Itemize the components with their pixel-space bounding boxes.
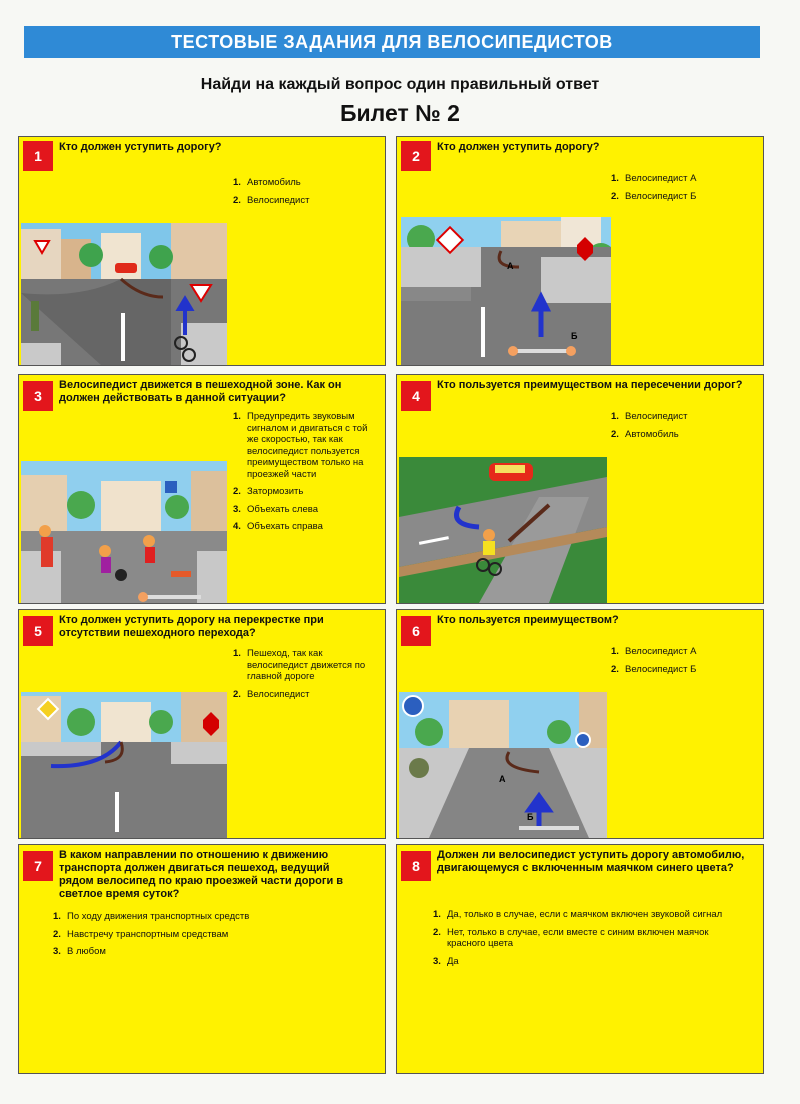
- answer-list: [233, 648, 381, 706]
- answer-list: [611, 173, 759, 208]
- label-a: А: [507, 261, 514, 271]
- question-card-7: [18, 844, 386, 1074]
- answer-option[interactable]: 1. Предупредить звуковым сигналом и двигаться с той же скоростью, так как велосипедист пользуется преимуществом только на проезжей части: [233, 411, 368, 480]
- answer-option[interactable]: 3. Объехать слева: [233, 503, 318, 515]
- question-card-4: [396, 374, 764, 604]
- label-b: Б: [571, 331, 578, 341]
- question-text: В каком направлении по отношению к движению транспорта должен двигаться пешеход, ведущий рядом велосипед по краю проезжей части дороги в светлое время суток?: [59, 849, 344, 900]
- question-text: Кто пользуется преимуществом?: [437, 614, 619, 626]
- question-text: Кто должен уступить дорогу на перекрестке при отсутствии пешеходного перехода?: [59, 614, 324, 639]
- answer-list: [611, 646, 759, 681]
- question-card-8: [396, 844, 764, 1074]
- illustration-bike-lane: [399, 692, 607, 838]
- question-text: Кто пользуется преимуществом на пересечении дорог?: [437, 379, 743, 391]
- question-number: 2: [401, 141, 431, 171]
- answer-option[interactable]: 1. Велосипедист А: [611, 646, 697, 657]
- question-number: 8: [401, 851, 431, 881]
- question-text: Кто должен уступить дорогу?: [59, 141, 222, 153]
- illustration-intersection: [21, 223, 227, 365]
- answer-option[interactable]: 1. Велосипедист: [611, 411, 688, 422]
- label-a: А: [499, 774, 506, 784]
- question-number: 1: [23, 141, 53, 171]
- illustration-stop-intersection: [401, 217, 611, 365]
- question-number: 3: [23, 381, 53, 411]
- question-card-2: [396, 136, 764, 366]
- answer-list: [233, 177, 381, 212]
- illustration-main-road: [21, 692, 227, 838]
- answer-list: [53, 911, 373, 964]
- instruction: Найди на каждый вопрос один правильный ответ: [200, 76, 600, 93]
- answer-list: [433, 909, 733, 973]
- answer-list: [611, 411, 759, 446]
- answer-option[interactable]: 2. Велосипедист: [233, 688, 310, 700]
- answer-option[interactable]: 2. Велосипедист: [233, 194, 310, 206]
- answer-option[interactable]: 1. Да, только в случае, если с маячком включен звуковой сигнал: [433, 909, 723, 920]
- answer-option[interactable]: 2. Велосипедист Б: [611, 663, 697, 675]
- question-number: 4: [401, 381, 431, 411]
- question-number: 6: [401, 616, 431, 646]
- question-card-1: [18, 136, 386, 366]
- answer-option[interactable]: 2. Велосипедист Б: [611, 190, 697, 202]
- answer-option[interactable]: 3. В любом: [53, 946, 106, 957]
- question-number: 7: [23, 851, 53, 881]
- question-card-3: [18, 374, 386, 604]
- answer-option[interactable]: 3. Да: [433, 955, 459, 967]
- illustration-crossroad: [399, 457, 607, 603]
- answer-option[interactable]: 1. Велосипедист А: [611, 173, 697, 184]
- answer-option[interactable]: 4. Объехать справа: [233, 521, 323, 532]
- question-card-6: [396, 609, 764, 839]
- answer-option[interactable]: 1. По ходу движения транспортных средств: [53, 911, 250, 922]
- answer-option[interactable]: 1. Пешеход, так как велосипедист движется по главной дороге: [233, 648, 366, 682]
- page-title: ТЕСТОВЫЕ ЗАДАНИЯ ДЛЯ ВЕЛОСИПЕДИСТОВ: [171, 31, 613, 52]
- answer-option[interactable]: 2. Нет, только в случае, если вместе с синим включен маячок красного цвета: [433, 926, 709, 949]
- ticket-number: Билет № 2: [340, 100, 460, 126]
- answer-option[interactable]: 2. Навстречу транспортным средствам: [53, 928, 229, 940]
- question-text: Кто должен уступить дорогу?: [437, 141, 600, 153]
- illustration-pedestrian-zone: [21, 461, 227, 603]
- answer-option[interactable]: 1. Автомобиль: [233, 177, 301, 188]
- page-banner: [24, 26, 760, 58]
- answer-list: [233, 411, 381, 539]
- label-b: Б: [527, 812, 534, 822]
- question-card-5: [18, 609, 386, 839]
- question-text: Должен ли велосипедист уступить дорогу автомобилю, двигающемуся с включенным маячком синего цвета?: [437, 849, 745, 874]
- answer-option[interactable]: 2. Автомобиль: [611, 428, 679, 440]
- answer-option[interactable]: 2. Затормозить: [233, 486, 304, 497]
- question-number: 5: [23, 616, 53, 646]
- question-text: Велосипедист движется в пешеходной зоне. Как он должен действовать в данной ситуации?: [59, 379, 342, 404]
